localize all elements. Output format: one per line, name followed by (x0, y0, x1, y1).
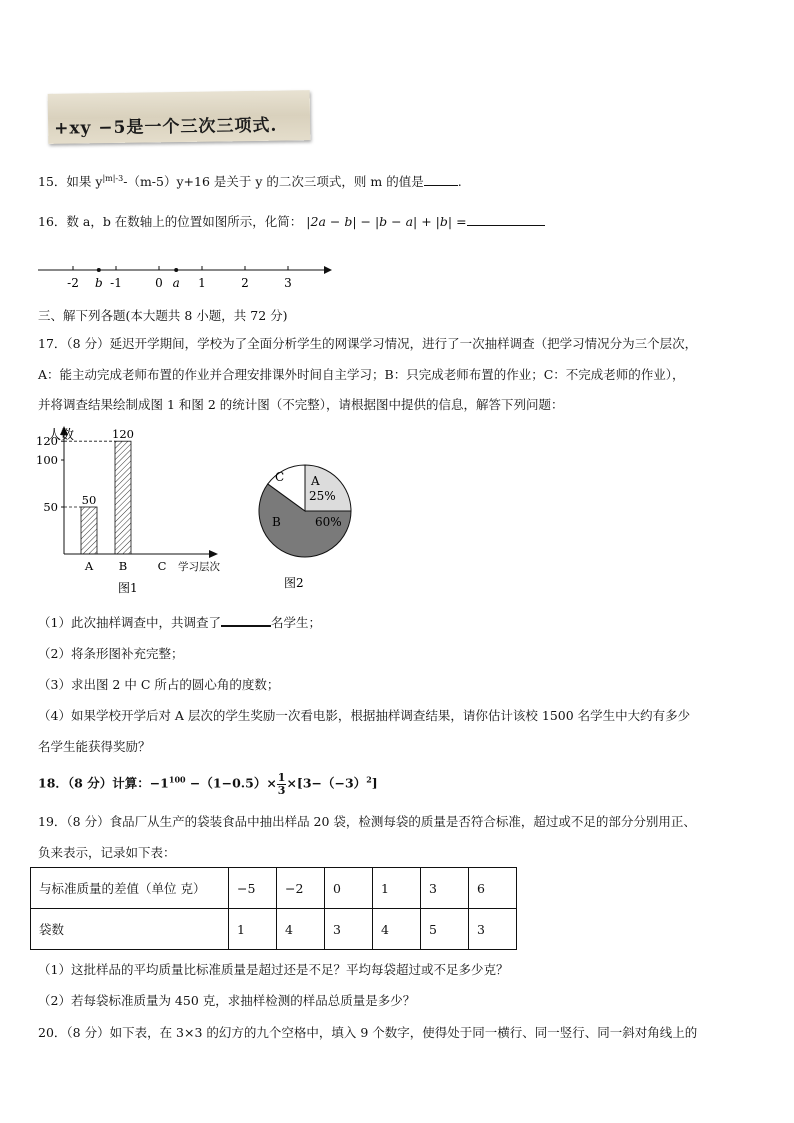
table-cell: 6 (469, 868, 517, 909)
bar-value-label: 50 (81, 493, 97, 507)
q15-pre: 15．如果 y (38, 174, 103, 190)
bar-x-arrow (209, 550, 218, 558)
banner-strip (48, 90, 311, 144)
q18-frac-num: 1 (277, 771, 286, 784)
q19-table (30, 867, 517, 950)
bar-category-label: A (84, 559, 94, 573)
table-cell: 3 (325, 909, 373, 950)
q20-line1: 20．（8 分）如下表，在 3×3 的幻方的九个空格中，填入 9 个数字，使得处于同一横行、同一竖行、同一斜对角线上的 (38, 1025, 698, 1040)
pie-chart-title: 图2 (284, 576, 304, 590)
question-18 (38, 772, 378, 796)
q18-exponent: 100 (168, 774, 186, 785)
q19-line1: 19．（8 分）食品厂从生产的袋装食品中抽出样品 20 袋，检测每袋的质量是否符合标准，超过或不足的部分分别用正、 (38, 814, 696, 829)
bar-category-label: C (157, 559, 167, 573)
section-3-title: 三、解下列各题(本大题共 8 小题，共 72 分) (38, 308, 288, 323)
bar-x-label: 学习层次 (178, 561, 220, 573)
bar-y-tick-label: 120 (36, 434, 58, 449)
q15-post: -（m-5）y+16 是关于 y 的二次三项式，则 m 的值是 (123, 174, 424, 190)
q17-sub3: （3）求出图 2 中 C 所占的圆心角的度数； (38, 677, 280, 692)
q17-sub4-line1: （4）如果学校开学后对 A 层次的学生奖励一次看电影，根据抽样调查结果，请你估计该校 1500 名学生中大约有多少 (38, 708, 691, 723)
number-line-point-label: b (94, 276, 103, 290)
number-line-tick-label: -1 (110, 276, 122, 290)
table-cell: 4 (373, 909, 421, 950)
q16-text: 16．数 a，b 在数轴上的位置如图所示，化简： (38, 214, 303, 229)
pie-slice-A (305, 465, 351, 511)
bar-chart-title: 图1 (118, 581, 138, 595)
table-cell: 1 (229, 909, 277, 950)
bar-y-tick-label: 100 (36, 453, 58, 467)
q18-frac-den: 3 (277, 783, 286, 797)
table-cell: 3 (421, 868, 469, 909)
q19-line2: 负来表示，记录如下表： (38, 845, 176, 860)
table-cell: 4 (277, 909, 325, 950)
number-line-point (97, 268, 101, 272)
pie-slice-label: C (275, 470, 285, 484)
q16-answer-blank[interactable] (467, 225, 545, 226)
bar-y-label: 人数 (48, 428, 75, 443)
bar-B (115, 441, 131, 554)
bar-A (81, 507, 97, 554)
q19-sub1: （1）这批样品的平均质量比标准质量是超过还是不足？平均每袋超过或不足多少克？ (38, 962, 509, 977)
q17-answer-blank[interactable] (221, 625, 271, 627)
table-cell: 1 (373, 868, 421, 909)
question-16 (38, 214, 545, 229)
question-15 (38, 174, 462, 189)
bar-value-label: 120 (112, 427, 134, 442)
table-row (31, 909, 517, 950)
q17-line2: A：能主动完成老师布置的作业并合理安排课外时间自主学习；B：只完成老师布置的作业；C：不完成老师的作业）， (38, 367, 685, 382)
banner-text: +xy −5是一个三次三项式. (54, 115, 278, 139)
bar-category-label: B (118, 559, 128, 573)
number-line-tick-label: 0 (155, 276, 163, 290)
number-line-point-label: a (172, 276, 180, 290)
q17-sub1 (38, 615, 321, 630)
table-cell: 0 (325, 868, 373, 909)
table-cell: 5 (421, 909, 469, 950)
q18-square: 2 (366, 774, 372, 785)
table-head-diff: 与标准质量的差值（单位 克） (31, 868, 229, 909)
q17-sub4-line2: 名学生能获得奖励？ (38, 739, 151, 754)
q18-pre: 18．（8 分）计算：−1 (38, 775, 169, 791)
q17-sub2: （2）将条形图补充完整； (38, 646, 184, 661)
number-line-arrow (324, 266, 332, 274)
q19-sub2: （2）若每袋标准质量为 450 克，求抽样检测的样品总质量是多少？ (38, 993, 416, 1008)
table-row (31, 868, 517, 909)
q17-line3: 并将调查结果绘制成图 1 和图 2 的统计图（不完整），请根据图中提供的信息，解答下列问题： (38, 397, 564, 412)
number-line-point (174, 268, 178, 272)
number-line-tick-label: -2 (67, 276, 79, 290)
q17-line1: 17．（8 分）延迟开学期间，学校为了全面分析学生的网课学习情况，进行了一次抽样调查（把学习情况分为三个层次， (38, 336, 698, 351)
table-cell: 3 (469, 909, 517, 950)
q18-mid: −（1−0.5）× (185, 775, 277, 791)
number-line-tick-label: 1 (198, 276, 206, 290)
number-line (30, 256, 340, 292)
q17-sub1-pre: （1）此次抽样调查中，共调查了 (38, 615, 221, 630)
pie-slice-label: B (272, 515, 281, 529)
bar-y-tick-label: 50 (43, 500, 58, 514)
bar-chart (28, 422, 238, 598)
q16-expression: |2a − b| − |b − a| + |b| = (306, 214, 467, 229)
q15-end: . (457, 174, 462, 190)
q15-sup: |m|-3 (102, 174, 124, 183)
number-line-tick-label: 3 (284, 276, 292, 290)
pie-slice-value: 25% (309, 489, 336, 503)
pie-slice-label: A (311, 474, 320, 488)
table-cell: −2 (277, 868, 325, 909)
q18-fraction (277, 772, 287, 796)
q17-sub1-post: 名学生； (270, 615, 321, 630)
number-line-tick-label: 2 (241, 276, 249, 290)
q18-end: ] (371, 775, 378, 791)
table-head-count: 袋数 (31, 909, 229, 950)
table-cell: −5 (229, 868, 277, 909)
q15-answer-blank[interactable] (424, 185, 458, 186)
q18-post: ×[3−（−3） (286, 775, 367, 791)
pie-slice-value: 60% (315, 515, 342, 529)
pie-chart (250, 462, 360, 594)
